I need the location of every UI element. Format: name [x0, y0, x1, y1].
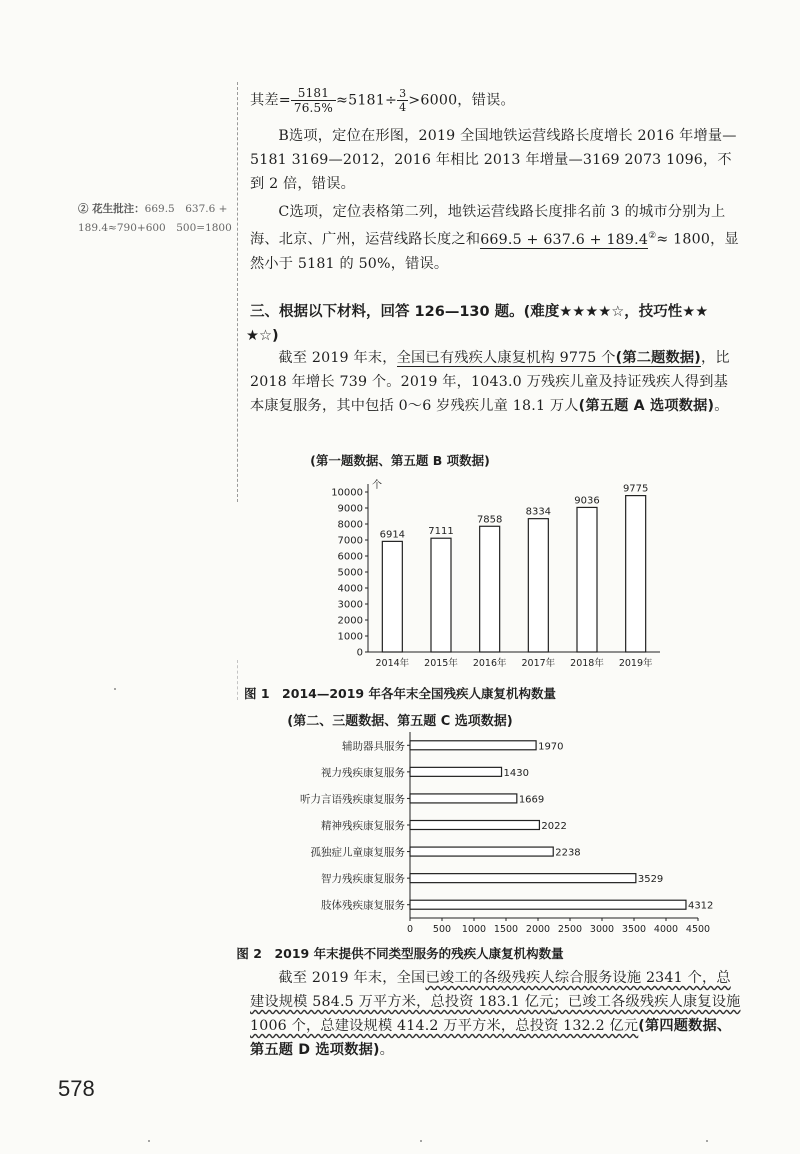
chart1-y-tick-label: 10000 [331, 487, 363, 499]
formula-approx: ≈5181÷ [336, 92, 398, 109]
chart2-bar [410, 741, 536, 750]
para1-tag-1: (第二题数据) [615, 350, 701, 366]
para1-text-2: ，比 2018 年增长 739 个。2019 年，1043.0 万残疾儿童及持证残疾人得到基本康复服务，其中包括 0～6 岁残疾儿童 18.1 万人 [250, 350, 730, 414]
chart1-x-tick-label: 2015年 [424, 658, 458, 669]
para2-tag: (第四题数据、第五题 D 选项数据) [250, 1018, 732, 1058]
para1-text-1: 截至 2019 年末， [278, 350, 397, 366]
chart2-x-tick-label: 3000 [589, 924, 615, 935]
para2-underline: 已竣工的各级残疾人综合服务设施 2341 个，总建设规模 584.5 万平方米，总投资 183.1 亿元 [250, 970, 731, 1010]
chart2-bar [410, 900, 686, 909]
chart2-data-label: 1430 [503, 767, 529, 779]
chart2-category-label: 辅助器具服务 [342, 740, 405, 753]
chart2-bar [410, 847, 553, 856]
chart2-x-tick-label: 4500 [685, 924, 711, 935]
chart2-data-label: 4312 [687, 900, 714, 912]
side-note-text: 669.5 637.6 + 189.4≈790+600 500=1800 [78, 203, 232, 234]
fraction-small-denominator: 4 [399, 101, 407, 114]
option-b-text-d: 1096，不到 2 倍，错误。 [250, 152, 732, 192]
chart1-y-tick-label: 4000 [337, 583, 363, 595]
chart1-data-label: 7111 [428, 526, 454, 538]
chart1-axes [365, 484, 660, 652]
fraction-denominator: 76.5% [293, 101, 333, 115]
chart2-category-label: 听力言语残疾康复服务 [300, 793, 405, 806]
chart2-bar [410, 767, 502, 776]
chart2-data-label: 2022 [541, 821, 567, 832]
chart1-y-tick-label: 6000 [337, 551, 363, 563]
side-note-label: ② 花生批注： [78, 203, 145, 215]
fraction [291, 86, 336, 115]
chart1-y-tick-label: 2000 [337, 615, 363, 627]
margin-divider [237, 82, 239, 502]
chart1-caption: 图 1 2014—2019 年各年末全国残疾人康复机构数量 [244, 686, 556, 701]
chart1-bar [382, 541, 402, 652]
para1-underline: 全国已有残疾人康复机构 9775 个 [396, 350, 616, 366]
chart1-bar [431, 538, 451, 652]
chart1-bar [577, 507, 597, 652]
chart1-y-tick-label: 3000 [337, 599, 363, 611]
chart2-data-label: 3529 [637, 874, 664, 886]
chart1-x-tick-label: 2014年 [375, 658, 410, 669]
chart2-data-label: 1669 [518, 794, 545, 806]
option-c-text-b: ≈ 1800，显然小于 5181 的 50%，错误。 [250, 231, 739, 272]
option-c-paragraph [250, 200, 742, 276]
option-c-note-marker: ② [648, 231, 657, 241]
chart2-data-label: 2238 [555, 847, 581, 859]
chart1-x-tick-label: 2019年 [618, 658, 653, 669]
chart2-data-label: 1970 [538, 741, 564, 753]
scan-speck [114, 688, 116, 690]
section-difficulty-cont: ★☆) [246, 328, 279, 344]
chart1-data-label: 8334 [525, 506, 552, 518]
chart1-x-tick-label: 2018年 [570, 658, 604, 669]
chart2-title: (第二、三题数据、第五题 C 选项数据) [287, 714, 513, 729]
chart1-y-tick-label: 9000 [337, 503, 363, 515]
page-number: 578 [58, 1076, 95, 1101]
chart1-y-unit: 个 [372, 480, 382, 491]
formula-suffix: >6000，错误。 [408, 92, 515, 109]
chart1-bars [379, 496, 645, 652]
chart1-y-tick-label: 8000 [337, 519, 363, 531]
chart1-y-tick-label: 5000 [337, 567, 363, 579]
chart2-bar [410, 794, 517, 803]
formula-line [250, 86, 742, 115]
option-b-text-c: 2073 [624, 152, 662, 168]
section-heading-text: 三、根据以下材料，回答 126—130 题。 [250, 304, 524, 320]
chart2-x-tick-label: 2000 [525, 924, 551, 935]
chart1-y-tick-label: 7000 [337, 535, 363, 547]
chart2-x-tick-label: 3500 [621, 924, 647, 935]
chart1-x-tick-label: 2017年 [521, 658, 556, 669]
scan-speck [706, 1140, 708, 1142]
chart1-data-label: 6914 [379, 529, 406, 541]
material-paragraph-2 [250, 966, 742, 1062]
chart2-x-tick-label: 1500 [493, 924, 519, 935]
side-note [78, 200, 238, 238]
option-b-paragraph [250, 124, 742, 196]
section-difficulty: (难度★★★★☆，技巧性★★ [523, 304, 709, 320]
section-heading [246, 300, 750, 348]
chart2-x-tick-label: 2500 [557, 924, 583, 935]
para2-text-1: 截至 2019 年末，全国 [278, 970, 426, 986]
chart2-category-label: 孤独症儿童康复服务 [310, 846, 405, 859]
para1-tag-2: (第五题 A 选项数据) [578, 398, 715, 414]
chart1-data-label: 9036 [574, 495, 600, 507]
chart1-bar [626, 496, 646, 652]
scan-speck [148, 1140, 150, 1142]
chart1-svg [300, 472, 700, 682]
material-paragraph-1 [250, 346, 742, 418]
chart2-x-tick-label: 4000 [653, 924, 679, 935]
fraction-numerator: 5181 [291, 86, 336, 101]
chart1-bar [528, 519, 548, 652]
chart1-x-tick-label: 2016年 [472, 658, 507, 669]
chart2-bar [410, 821, 539, 830]
chart2-caption: 图 2 2019 年末提供不同类型服务的残疾人康复机构数量 [236, 946, 564, 961]
fraction-small-numerator: 3 [399, 87, 407, 100]
para2-text-3: 。 [379, 1042, 395, 1058]
scan-speck [420, 1140, 422, 1142]
chart2-category-label: 视力残疾康复服务 [321, 766, 405, 779]
chart2-x-tick-label: 500 [432, 924, 452, 935]
fraction-small [397, 87, 408, 114]
option-b-text-a: B选项，定位在形图，2019 全国地铁运营线路长度增长 2016 年增量—5181 [250, 128, 737, 168]
chart2-svg [268, 728, 728, 940]
chart1-data-label: 9775 [622, 483, 649, 495]
chart2-bar [410, 874, 636, 883]
para1-text-3: 。 [714, 398, 729, 414]
chart1-y-tick-label: 0 [356, 647, 363, 659]
chart1-data-label: 7858 [476, 514, 503, 526]
option-c-highlight: 669.5 + 637.6 + 189.4 [480, 231, 649, 248]
formula-prefix: 其差= [250, 92, 291, 109]
chart2-category-label: 智力残疾康复服务 [321, 873, 405, 886]
chart1-y-tick-label: 1000 [337, 631, 363, 643]
para2-text-2: ；已竣工各级残疾人康复设施 1006 个，总建设规模 414.2 万平方米，总投资 132.2 亿元 [250, 994, 741, 1034]
option-c-text-a: C选项，定位表格第二列，地铁运营线路长度排名前 3 的城市分别为上海、北京、广州，运营线路长度之和 [250, 204, 726, 248]
chart1-bar [480, 526, 500, 652]
chart2-category-label: 精神残疾康复服务 [321, 820, 405, 832]
chart2-x-tick-label: 1000 [461, 924, 487, 935]
chart2-x-tick-label: 0 [406, 924, 414, 935]
option-b-text-b: 3169—2012，2016 年相比 2013 年增量—3169 [291, 152, 620, 168]
chart2-category-label: 肢体残疾康复服务 [321, 899, 405, 912]
chart1-title: (第一题数据、第五题 B 项数据) [310, 453, 490, 468]
